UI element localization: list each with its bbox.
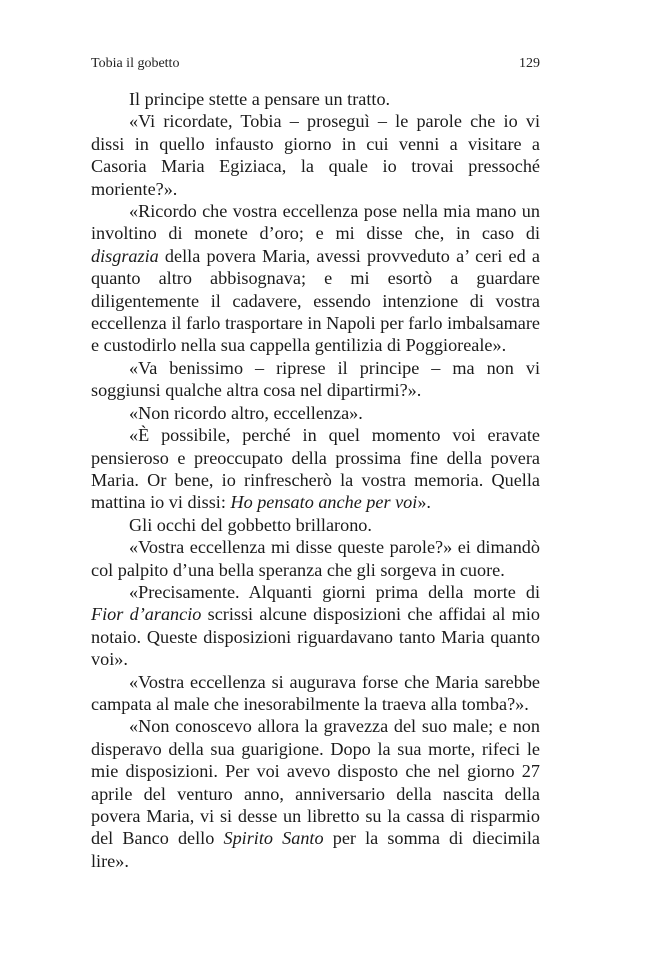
paragraph-1 (91, 88, 540, 110)
paragraph-text: Il principe stette a pensare un tratto. (129, 89, 391, 109)
page-number: 129 (519, 56, 540, 71)
paragraph-text: «Vostra eccellenza si augurava forse che Maria sarebbe campata al male che inesorabilmente la traeva alla tomba?». (91, 671, 540, 714)
paragraph-text: «È possibile, perché in quel momento voi eravate pensieroso e preoccupato della prossima fine della povera Maria. Or bene, io rinfrescherò la vostra memoria. Quella mattina io vi dissi: (91, 425, 540, 513)
paragraph-text: «Ricordo che vostra eccellenza pose nella mia mano un involtino di monete d’oro; e mi disse che, in caso di (91, 201, 540, 244)
italic-text: Spirito Santo (223, 828, 324, 849)
paragraph-9 (91, 581, 540, 671)
paragraph-text: «Precisamente. Alquanti giorni prima della morte di (129, 581, 540, 602)
paragraph-text: «Non conoscevo allora la gravezza del suo male; e non disperavo della sua guarigione. Dopo la sua morte, rifeci le mie disposizioni. Per voi avevo disposto che nel giorno 27 aprile del venturo anno, anniversario della nascita della povera Maria, vi si desse un libretto su la cassa di risparmio del Banco dello (91, 716, 540, 849)
paragraph-text: per la somma di diecimila lire». (91, 828, 540, 871)
body-text (91, 88, 540, 872)
italic-text: Fior d’arancio (91, 604, 202, 625)
italic-text: Ho pensato anche per voi (230, 492, 418, 513)
paragraph-3 (91, 200, 540, 357)
paragraph-text: ». (417, 492, 431, 513)
running-title: Tobia il gobetto (91, 56, 180, 71)
paragraph-10 (91, 671, 540, 716)
paragraph-6 (91, 424, 540, 514)
paragraph-11 (91, 715, 540, 872)
paragraph-2 (91, 110, 540, 200)
paragraph-text: «Vostra eccellenza mi disse queste parole?» ei dimandò col palpito d’una bella speranza che gli sorgeva in cuore. (91, 537, 540, 580)
italic-text: disgrazia (91, 245, 159, 266)
paragraph-text: «Vi ricordate, Tobia – proseguì – le parole che io vi dissi in quello infausto giorno in cui venni a visitare a Casoria Maria Egiziaca, la quale io trovai pressoché moriente?». (91, 111, 540, 199)
paragraph-5 (91, 402, 540, 424)
paragraph-text: Gli occhi del gobbetto brillarono. (129, 514, 372, 535)
paragraph-text: «Non ricordo altro, eccellenza». (129, 402, 363, 423)
paragraph-8 (91, 536, 540, 581)
paragraph-text: «Va benissimo – riprese il principe – ma non vi soggiunsi qualche altra cosa nel dipartirmi?». (91, 357, 540, 401)
paragraph-text: della povera Maria, avessi provveduto a’ ceri ed a quanto altro abbisognava; e mi esortò a guardare diligentemente il cadavere, essendo intenzione di vostra eccellenza il farlo trasportare in Napoli per farlo imbalsamare e custodirlo nella sua cappella gentilizia di Poggioreale». (91, 245, 540, 356)
paragraph-4 (91, 357, 540, 402)
running-head (91, 56, 540, 72)
paragraph-text: scrissi alcune disposizioni che affidai al mio notaio. Queste disposizioni riguardavano tanto Maria quanto voi». (91, 604, 540, 670)
paragraph-7 (91, 514, 540, 536)
